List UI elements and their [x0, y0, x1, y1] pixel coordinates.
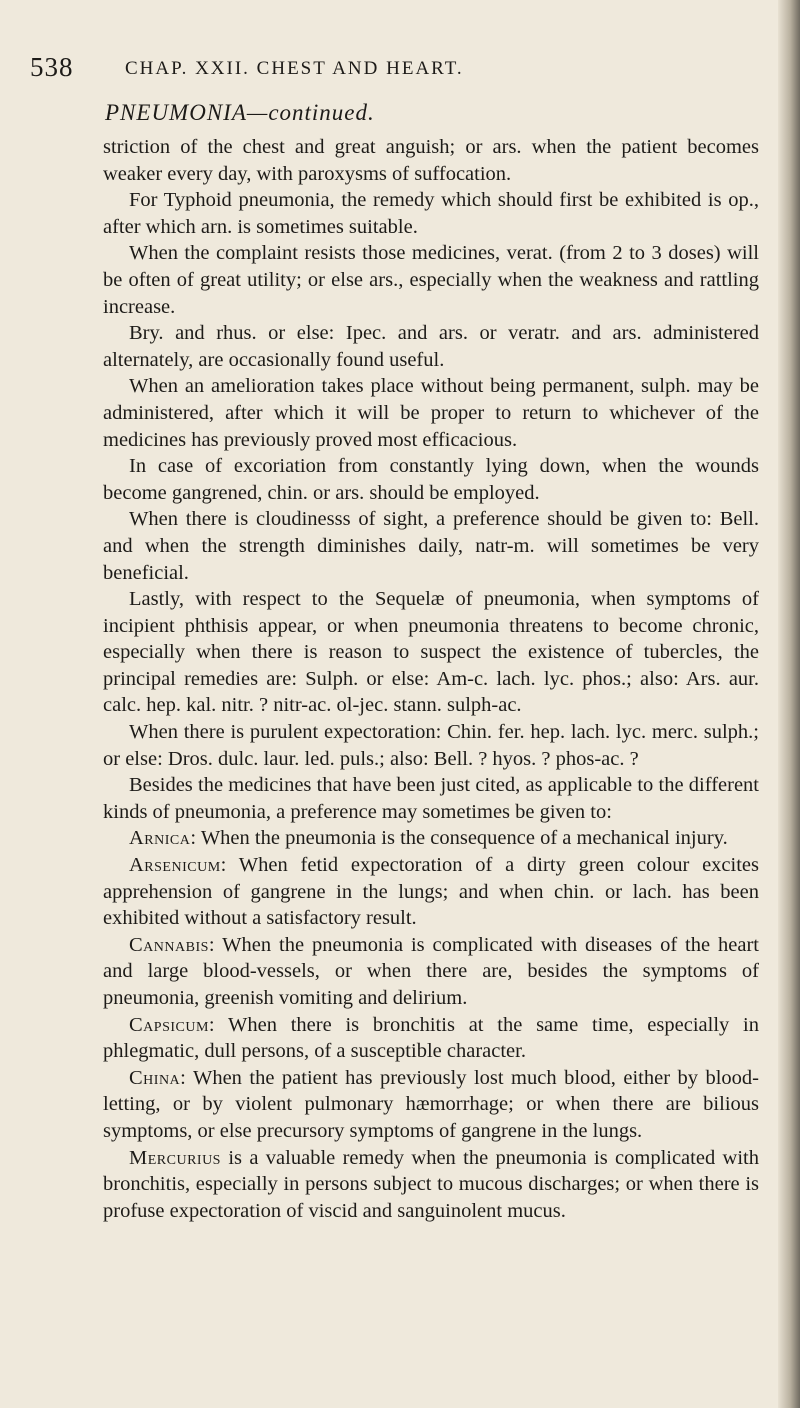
remedy-label: China: [129, 1066, 181, 1089]
remedy-text: is a valuable remedy when the pneumonia is complicated with bronchitis, especially in persons subject to mucous discharges; or when there is profuse expectoration of viscid and sanguinolent mucus.: [103, 1146, 759, 1222]
remedy-text: : When the patient has previously lost much blood, either by blood-letting, or by violent pulmonary hæmorrhage; or when there are bilious symptoms, or else precursory symptoms of gangrene in the lungs.: [103, 1066, 759, 1142]
remedy-entry: [103, 825, 759, 852]
running-head: [30, 52, 750, 88]
page-edge-shadow: [778, 0, 800, 1408]
section-title: PNEUMONIA—continued.: [105, 100, 375, 125]
remedy-label: Cannabis: [129, 933, 209, 956]
paragraph: For Typhoid pneumonia, the remedy which should first be exhibited is op., after which arn. is sometimes suitable.: [103, 189, 759, 238]
paragraph: When there is cloudinesss of sight, a preference should be given to: Bell. and when the strength diminishes daily, natr-m. will sometimes be very beneficial.: [103, 508, 759, 584]
remedy-entry: [103, 1012, 759, 1065]
remedy-entry: [103, 1065, 759, 1145]
remedy-text: : When the pneumonia is the consequence of a mechanical injury.: [190, 827, 728, 850]
body-text: [103, 134, 759, 1224]
paragraph: striction of the chest and great anguish; or ars. when the patient becomes weaker every day, with paroxysms of suffocation.: [103, 136, 759, 185]
remedy-label: Capsicum: [129, 1013, 209, 1036]
remedy-text: : When there is bronchitis at the same time, especially in phlegmatic, dull persons, of a susceptible character.: [103, 1013, 759, 1063]
remedy-label: Arnica: [129, 827, 191, 850]
page-number: 538: [30, 52, 74, 82]
paragraph: When there is purulent expectoration: Chin. fer. hep. lach. lyc. merc. sulph.; or else: Dros. dulc. laur. led. puls.; also: Bell. ? hyos. ? phos-ac. ?: [103, 721, 759, 770]
remedy-label: Arsenicum: [129, 854, 221, 877]
remedy-label: Mercurius: [129, 1146, 221, 1169]
paragraph: When an amelioration takes place without being permanent, sulph. may be administered, after which it will be proper to return to whichever of the medicines has previously proved most efficacious.: [103, 375, 759, 451]
paragraph: Bry. and rhus. or else: Ipec. and ars. or veratr. and ars. administered alternately, are occasionally found useful.: [103, 322, 759, 371]
paragraph: In case of excoriation from constantly lying down, when the wounds become gangrened, chin. or ars. should be employed.: [103, 455, 759, 504]
remedy-entry: [103, 1145, 759, 1225]
paragraph: When the complaint resists those medicines, verat. (from 2 to 3 doses) will be often of great utility; or else ars., especially when the weakness and rattling increase.: [103, 242, 759, 318]
paragraph: Lastly, with respect to the Sequelæ of pneumonia, when symptoms of incipient phthisis appear, or when pneumonia threatens to become chronic, especially when there is reason to suspect the existence of tubercles, the principal remedies are: Sulph. or else: Am-c. lach. lyc. phos.; also: Ars. aur. calc. hep. kal. nitr. ? nitr-ac. ol-jec. stann. sulph-ac.: [103, 588, 759, 717]
paragraph: Besides the medicines that have been just cited, as applicable to the different kinds of pneumonia, a preference may sometimes be given to:: [103, 774, 759, 823]
remedy-entry: [103, 852, 759, 932]
remedy-text: : When the pneumonia is complicated with diseases of the heart and large blood-vessels, or when there are, besides the symptoms of pneumonia, greenish vomiting and delirium.: [103, 933, 759, 1009]
chapter-title: CHAP. XXII. CHEST AND HEART.: [125, 58, 464, 79]
remedy-entry: [103, 932, 759, 1012]
remedy-text: : When fetid expectoration of a dirty green colour excites apprehension of gangrene in the lungs; and when chin. or lach. has been exhibited without a satisfactory result.: [103, 854, 759, 930]
